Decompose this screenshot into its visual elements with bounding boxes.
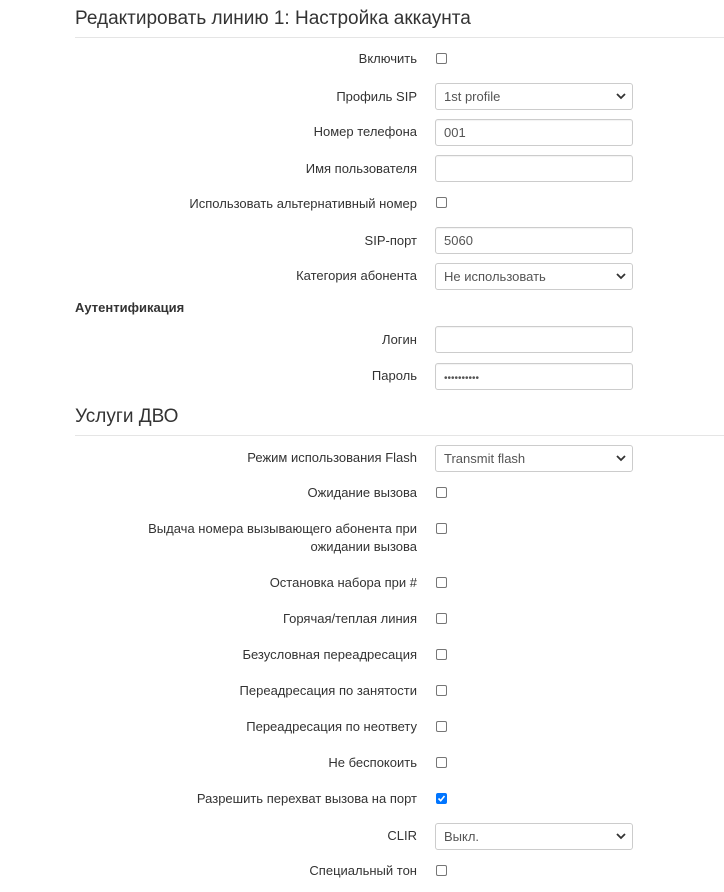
- hotline-label: Горячая/теплая линия: [282, 611, 417, 626]
- row-special-tone: [75, 862, 724, 880]
- enable-checkbox[interactable]: [436, 53, 447, 64]
- clir-value: Выкл.: [444, 829, 480, 844]
- category-select[interactable]: [435, 263, 633, 290]
- cfnr-label: Переадресация по неответу: [246, 719, 417, 734]
- password-mask: ••••••••••: [444, 373, 480, 384]
- row-stop-dial: [75, 574, 724, 592]
- row-sip-profile: [75, 83, 724, 110]
- special-tone-label: Специальный тон: [309, 863, 417, 878]
- flash-value: Transmit flash: [444, 451, 526, 466]
- sip-profile-value: 1st profile: [444, 89, 501, 104]
- caller-id-waiting-checkbox[interactable]: [436, 523, 447, 534]
- row-password: [75, 363, 724, 390]
- sip-profile-label: Профиль SIP: [336, 89, 417, 104]
- stop-dial-checkbox[interactable]: [436, 577, 447, 588]
- cfu-checkbox[interactable]: [436, 649, 447, 660]
- call-waiting-checkbox[interactable]: [436, 487, 447, 498]
- cfb-checkbox[interactable]: [436, 685, 447, 696]
- title-divider: [75, 37, 724, 38]
- row-cfu: [75, 646, 724, 664]
- sip-profile-select[interactable]: [435, 83, 633, 110]
- chevron-down-icon: [616, 92, 626, 100]
- cfu-label: Безусловная переадресация: [242, 647, 417, 662]
- category-label: Категория абонента: [296, 268, 417, 283]
- dnd-checkbox[interactable]: [436, 757, 447, 768]
- row-username: [75, 155, 724, 182]
- row-hotline: [75, 610, 724, 628]
- phone-label: Номер телефона: [313, 124, 417, 139]
- cfnr-checkbox[interactable]: [436, 721, 447, 732]
- hotline-checkbox[interactable]: [436, 613, 447, 624]
- phone-input[interactable]: 001: [435, 119, 633, 146]
- cfb-label: Переадресация по занятости: [239, 683, 417, 698]
- password-label: Пароль: [371, 368, 417, 383]
- chevron-down-icon: [616, 832, 626, 840]
- row-alt-number: [75, 195, 724, 213]
- row-category: [75, 263, 724, 290]
- enable-label: Включить: [358, 51, 417, 66]
- call-waiting-label: Ожидание вызова: [307, 485, 417, 500]
- username-input[interactable]: [435, 155, 633, 182]
- row-call-waiting: [75, 484, 724, 502]
- row-flash: [75, 445, 724, 472]
- services-divider: [75, 435, 724, 436]
- row-sip-port: [75, 227, 724, 254]
- page-title-wrap: [75, 7, 471, 31]
- sip-port-input[interactable]: 5060: [435, 227, 633, 254]
- flash-label: Режим использования Flash: [247, 450, 417, 465]
- chevron-down-icon: [616, 272, 626, 280]
- clir-label: CLIR: [387, 828, 417, 843]
- username-label: Имя пользователя: [305, 161, 417, 176]
- row-login: [75, 326, 724, 353]
- stop-dial-label: Остановка набора при #: [269, 575, 417, 590]
- services-title-wrap: [75, 405, 178, 429]
- auth-section-title: Аутентификация: [75, 300, 185, 315]
- alt-number-checkbox[interactable]: [436, 197, 447, 208]
- row-dnd: [75, 754, 724, 772]
- row-pickup: [75, 790, 724, 808]
- login-label: Логин: [382, 332, 417, 347]
- flash-select[interactable]: [435, 445, 633, 472]
- row-clir: [75, 823, 724, 850]
- row-cfb: [75, 682, 724, 700]
- pickup-label: Разрешить перехват вызова на порт: [196, 791, 417, 806]
- row-cfnr: [75, 718, 724, 736]
- alt-number-label: Использовать альтернативный номер: [189, 196, 417, 211]
- login-input[interactable]: [435, 326, 633, 353]
- clir-select[interactable]: [435, 823, 633, 850]
- caller-id-waiting-label: Выдача номера вызывающего абонента при ожидании вызова: [148, 521, 417, 554]
- sip-port-label: SIP-порт: [364, 233, 417, 248]
- pickup-checkbox[interactable]: [436, 793, 447, 804]
- services-title: Услуги ДВО: [75, 406, 179, 427]
- password-input[interactable]: [435, 363, 633, 390]
- row-caller-id-waiting: [75, 520, 724, 556]
- special-tone-checkbox[interactable]: [436, 865, 447, 876]
- page-title: Редактировать линию 1: Настройка аккаунта: [75, 8, 471, 29]
- chevron-down-icon: [616, 454, 626, 462]
- dnd-label: Не беспокоить: [328, 755, 417, 770]
- row-phone: [75, 119, 724, 146]
- category-value: Не использовать: [444, 269, 546, 284]
- check-icon: [437, 794, 446, 803]
- row-enable: [75, 50, 724, 68]
